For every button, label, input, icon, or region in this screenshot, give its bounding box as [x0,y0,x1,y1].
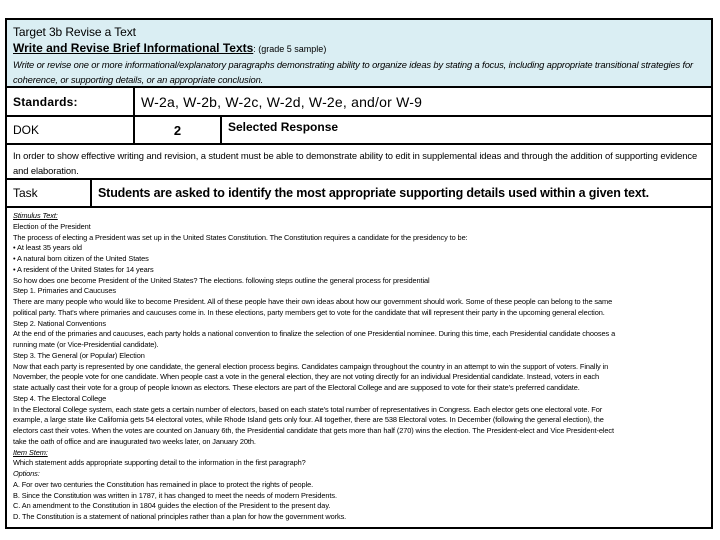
item-type: Selected Response [220,117,711,143]
stimulus-section [7,208,711,527]
target-description: Write or revise one or more informational/explanatory paragraphs demonstrating ability to organize ideas by stating a focus, including appropriate transitional strategies for coherence, or supporting details, or an appropriate conclusion. [13,59,694,85]
stimulus-line: • At least 35 years old [13,243,82,253]
dok-row [7,117,711,145]
stimulus-line: Step 2. National Conventions [13,318,106,328]
option-b: B. Since the Constitution was written in 1787, it has changed to meet the needs of modern Presidents. [13,490,337,500]
stimulus-line: Step 3. The General (or Popular) Election [13,350,145,360]
stimulus-line: • A natural born citizen of the United States [13,254,149,263]
standards-row [7,88,711,117]
stimulus-line: At the end of the primaries and caucuses, each party holds a national convention to finalize the selection of one Presidential nominee. During this time, each Presidential candidate chooses a [13,329,616,339]
item-stem: Which statement adds appropriate supporting detail to the information in the first paragraph? [13,458,306,468]
claim-title: Write and Revise Brief Informational Texts [13,41,254,55]
stimulus-line: state actually cast their vote for a group of people known as electors. These electors are part of the Electoral College and are supposed to vote for their state's preferred candidate. [13,383,580,392]
stimulus-line: Step 1. Primaries and Caucuses [13,286,116,296]
dok-label: DOK [13,123,40,137]
task-value: Students are asked to identify the most appropriate supporting details used within a given text. [90,180,711,206]
stimulus-line: In the Electoral College system, each state gets a certain number of electors, based on each state's total number of representatives in Congress. Each elector gets one electoral vote. For [13,404,603,414]
option-c: C. An amendment to the Constitution in 1804 guides the election of the President to the present day. [13,501,331,511]
stimulus-line: running mate (or Vice-Presidential candidate). [13,340,159,349]
evidence-statement: In order to show effective writing and revision, a student must be able to demonstrate ability to edit in supplemental ideas and through the addition of supporting evidence and elaboration. [7,145,711,180]
stimulus-line: Step 4. The Electoral College [13,393,107,403]
stimulus-line: Now that each party is represented by one candidate, the general election process begins. Candidates campaign throughout the country in an attempt to win the support of voters. Finally in [13,361,609,371]
standards-label: Standards: [13,94,78,109]
target-title: Target 3b Revise a Text [13,25,136,39]
stimulus-line: example, a large state like California gets 54 electoral votes, while Rhode Island gets only four. All together, there are 538 Electoral votes. In December (following the general election), the [13,415,604,425]
stimulus-line: There are many people who would like to become President. All of these people have their own ideas about how our government should work. Some of these people can belong to the same [13,297,613,306]
option-d: D. The Constitution is a statement of national principles rather than a plan for how the government works. [13,512,347,521]
task-label: Task [13,186,38,200]
stimulus-heading: Stimulus Text: [13,211,58,220]
target-header [7,20,711,88]
claim-line [13,40,705,57]
stimulus-line: The process of electing a President was set up in the United States Constitution. The Constitution requires a candidate for the presidency to be: [13,232,468,242]
task-row [7,180,711,208]
item-specification-table [5,18,713,529]
standards-value: W-2a, W-2b, W-2c, W-2d, W-2e, and/or W-9 [133,88,711,115]
item-stem-heading: Item Stem: [13,447,48,457]
stimulus-line: So how does one become President of the United States? The elections. following steps outline the general process for presidential [13,275,430,285]
dok-value: 2 [133,117,220,143]
stimulus-line: electors cast their votes. When the votes are counted on January 6th, the Presidential candidate that gets more than half (270) wins the election. The President-elect and Vice President-elect [13,426,614,435]
stimulus-line: political party. That's where primaries and caucuses come in. In these elections, party members get to vote for the candidate that will represent their party in the upcoming general election. [13,307,605,317]
stimulus-line: • A resident of the United States for 14 years [13,264,154,274]
stimulus-line: take the oath of office and are inaugurated two weeks later, on January 20th. [13,436,256,446]
options-heading: Options: [13,469,40,478]
stimulus-line: Election of the President [13,221,91,231]
option-a: A. For over two centuries the Constitution has remained in place to protect the rights of people. [13,479,314,489]
claim-suffix: : (grade 5 sample) [253,44,327,54]
stimulus-line: November, the people vote for one candidate. When people cast a vote in the general election, they are not voting directly for an individual Presidential candidate. Instead, voters in each [13,372,599,382]
